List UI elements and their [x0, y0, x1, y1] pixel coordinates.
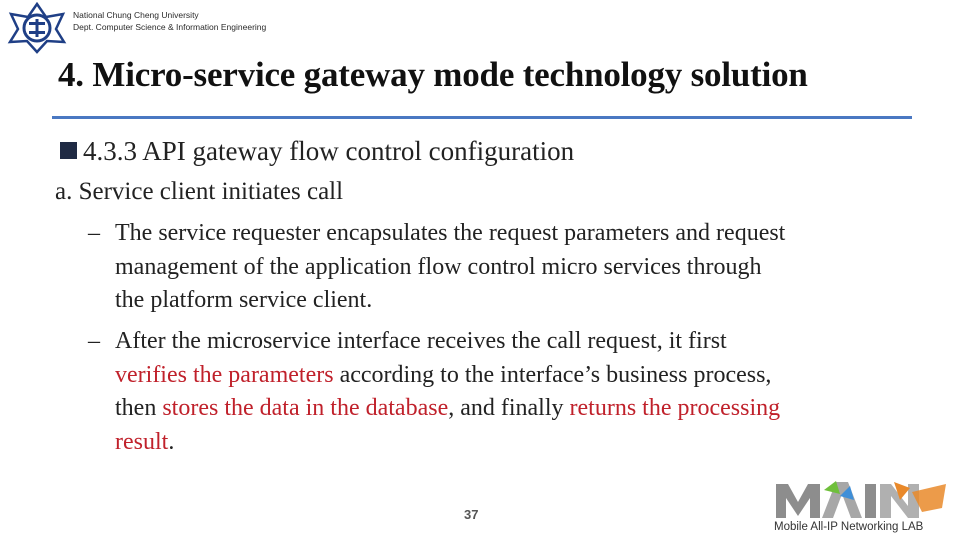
main-logo-caption: Mobile All-IP Networking LAB	[774, 521, 924, 533]
bullet-item	[88, 217, 785, 318]
bullet-line: The service requester encapsulates the request parameters and request	[115, 220, 786, 246]
subheading: a. Service client initiates call	[55, 178, 344, 205]
university-name: National Chung Cheng University	[73, 10, 199, 20]
dash-bullet: –	[88, 220, 100, 246]
highlight-text: result	[115, 428, 169, 455]
page-number: 37	[464, 507, 479, 522]
square-bullet-icon	[60, 142, 77, 159]
dash-bullet: –	[88, 328, 100, 354]
slide-title: 4. Micro-service gateway mode technology solution	[58, 55, 808, 94]
bullet-line	[115, 392, 780, 426]
plain-text: , and finally	[448, 395, 570, 421]
bullet-line: management of the application flow control micro services through	[115, 253, 762, 280]
university-logo	[6, 2, 68, 54]
bullet-item	[88, 325, 780, 459]
plain-text: according to the interface’s business process,	[333, 361, 772, 388]
bullet-line	[115, 426, 780, 460]
section-heading-text: 4.3.3 API gateway flow control configuration	[83, 136, 575, 166]
plain-text: then	[115, 395, 163, 421]
highlight-text: returns the processing	[569, 395, 781, 421]
bullet-line	[115, 359, 780, 393]
main-lab-logo	[770, 478, 955, 536]
highlight-text: verifies the parameters	[115, 361, 334, 388]
bullet-line: the platform service client.	[115, 287, 373, 313]
main-wordmark	[776, 481, 946, 518]
bullet-line: After the microservice interface receives the call request, it first	[115, 328, 727, 354]
highlight-text: stores the data in the database	[162, 395, 449, 421]
department-name: Dept. Computer Science & Information Engineering	[73, 22, 267, 32]
section-heading	[60, 136, 574, 167]
title-divider	[52, 116, 912, 119]
plain-text: .	[168, 428, 175, 455]
